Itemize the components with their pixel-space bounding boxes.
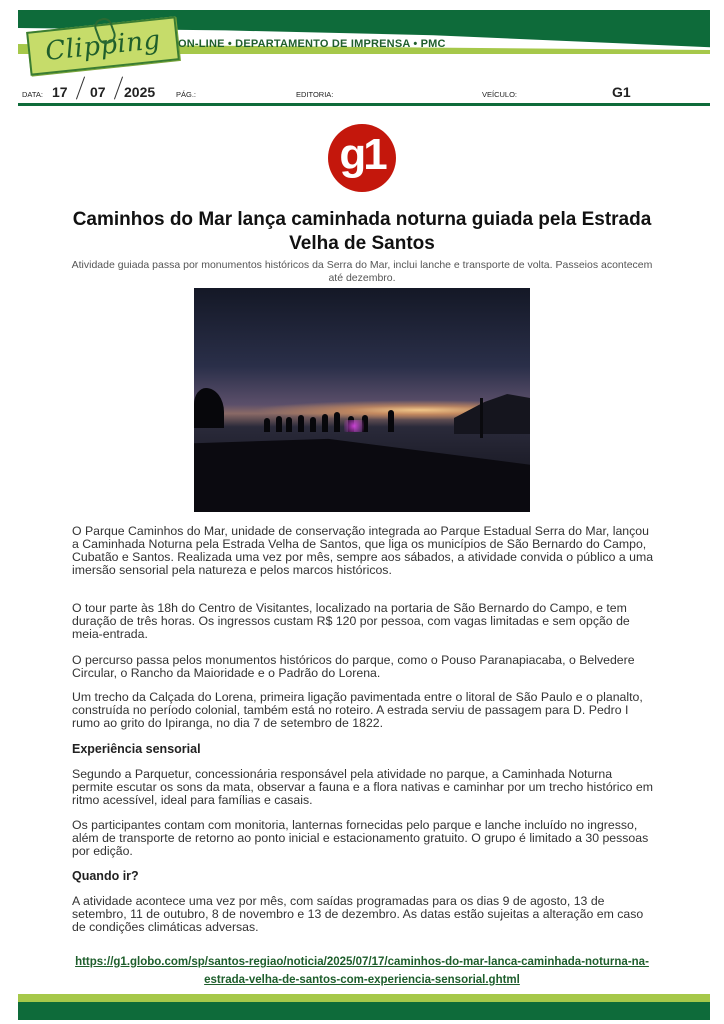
- photo-tree: [194, 388, 224, 428]
- article-paragraph: A atividade acontece uma vez por mês, com saídas programadas para os dias 9 de agosto, 13 de setembro, 11 de outubro, 8 de novembro e 13 de dezembro. As datas estão sujeitas a alteração em caso de condições climáticas adversas.: [72, 894, 644, 934]
- photo-people-silhouettes: [264, 406, 404, 432]
- photo-ground: [194, 426, 530, 512]
- photo-lantern-glow: [344, 420, 364, 432]
- article-paragraph: Segundo a Parquetur, concessionária responsável pela atividade no parque, a Caminhada Noturna permite escutar os sons da mata, observar a fauna e a flora nativas e caminhar por um trecho histórico em ritmo acessível, ideal para famílias e casais.: [72, 767, 653, 807]
- date-year: 2025: [124, 84, 156, 100]
- footer-band: [18, 1002, 710, 1020]
- source-url-link[interactable]: https://g1.globo.com/sp/santos-regiao/noticia/2025/07/17/caminhos-do-mar-lanca-caminhada-noturna-na-estrada-velha-de-santos-com-experiencia-sensorial.ghtml: [75, 956, 649, 986]
- date-separator: [114, 77, 123, 100]
- vehicle-value: G1: [612, 84, 631, 100]
- footer-accent-stripe: [18, 994, 710, 1002]
- article-title: Caminhos do Mar lança caminhada noturna guiada pela Estrada Velha de Santos: [72, 209, 652, 254]
- vehicle-label: VEÍCULO:: [482, 90, 518, 99]
- meta-divider: [18, 103, 710, 106]
- department-label: ON-LINE • DEPARTAMENTO DE IMPRENSA • PMC: [178, 38, 446, 50]
- page-label: PÁG.:: [176, 90, 197, 99]
- editoria-label: EDITORIA:: [296, 90, 334, 99]
- g1-logo-text: g1: [339, 130, 385, 179]
- article-paragraph: O percurso passa pelos monumentos históricos do parque, como o Pouso Paranapiacaba, o Belvedere Circular, o Rancho da Maioridade e o Padrão do Lorena.: [72, 653, 635, 680]
- article-paragraph: O Parque Caminhos do Mar, unidade de conservação integrada ao Parque Estadual Serra do Mar, lançou a Caminhada Noturna pela Estrada Velha de Santos, que liga os municípios de São Bernardo do Campo, Cubatão e Santos. Realizada uma vez por mês, sempre aos sábados, a atividade convida o público a uma imersão sensorial pela natureza e pelos marcos históricos.: [72, 524, 654, 577]
- article-photo: [194, 288, 530, 512]
- section-title-quando-ir: Quando ir?: [72, 869, 139, 883]
- date-separator: [76, 77, 85, 100]
- article-paragraph: Um trecho da Calçada do Lorena, primeira ligação pavimentada entre o litoral de São Paulo e o planalto, construída no período colonial, também está no roteiro. A estrada serviu de passagem para D. Pedro I rumo ao grito do Ipiranga, no dia 7 de setembro de 1822.: [72, 690, 643, 730]
- article-paragraph: O tour parte às 18h do Centro de Visitantes, localizado na portaria de São Bernardo do Campo, e tem duração de três horas. Os ingressos custam R$ 120 por pessoa, com vagas limitadas e sem opção de meia-entrada.: [72, 601, 630, 641]
- date-label: DATA:: [22, 90, 43, 99]
- clipping-label: Clipping: [43, 25, 163, 67]
- photo-post: [480, 398, 483, 438]
- clipping-meta-row: [18, 82, 710, 104]
- date-month: 07: [90, 84, 106, 100]
- article-paragraph: Os participantes contam com monitoria, lanternas fornecidas pelo parque e lanche incluído no ingresso, além de transporte de retorno ao ponto inicial e estacionamento gratuito. O grupo é limitado a 30 pessoas por edição.: [72, 818, 649, 858]
- date-day: 17: [52, 84, 68, 100]
- section-title-sensorial: Experiência sensorial: [72, 742, 201, 756]
- g1-logo: [328, 124, 396, 192]
- article-subtitle: Atividade guiada passa por monumentos históricos da Serra do Mar, inclui lanche e transporte de volta. Passeios acontecem até dezembro.: [71, 259, 653, 284]
